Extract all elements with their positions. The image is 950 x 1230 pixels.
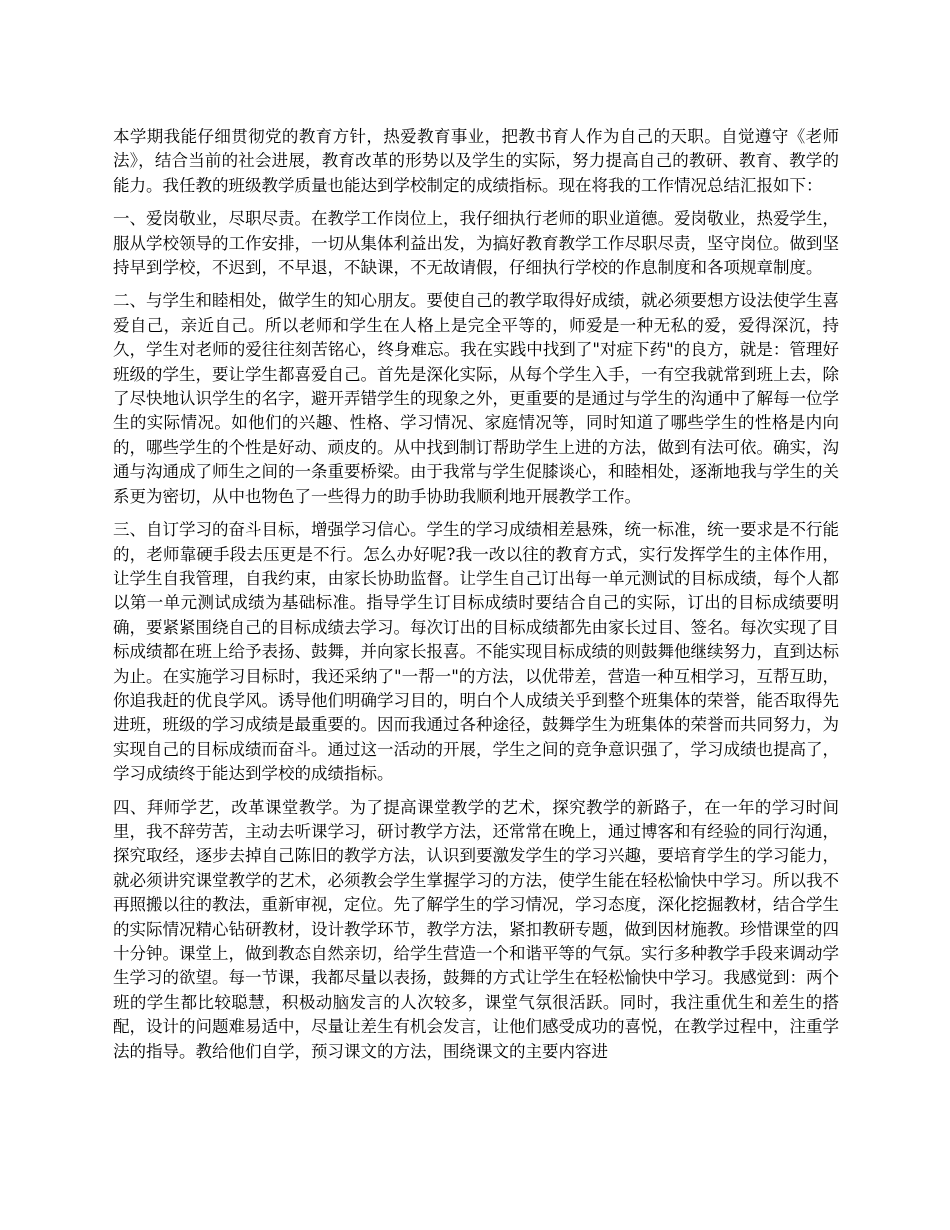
section-2-paragraph: 二、与学生和睦相处，做学生的知心朋友。要使自己的教学取得好成绩，就必须要想方设法使学生喜爱自己，亲近自己。所以老师和学生在人格上是完全平等的，师爱是一种无私的爱，爱得深沉，持久，学生对老师的爱往往刻苦铭心，终身难忘。我在实践中找到了"对症下药"的良方，就是：管理好班级的学生，要让学生都喜爱自己。首先是深化实际，从每个学生入手，一有空我就常到班上去，除了尽快地认识学生的名字，避开弄错学生的现象之外，更重要的是通过与学生的沟通中了解每一位学生的实际情况。如他们的兴趣、性格、学习情况、家庭情况等，同时知道了哪些学生的性格是内向的，哪些学生的个性是好动、顽皮的。从中找到制订帮助学生上进的方法，做到有法可依。确实，沟通与沟通成了师生之间的一条重要桥梁。由于我常与学生促膝谈心，和睦相处，逐渐地我与学生的关系更为密切，从中也物色了一些得力的助手协助我顺利地开展教学工作。 xyxy=(113,291,839,506)
section-4-paragraph: 四、拜师学艺，改革课堂教学。为了提高课堂教学的艺术，探究教学的新路子，在一年的学习时间里，我不辞劳苦，主动去听课学习，研讨教学方法，还常常在晚上，通过博客和有经验的同行沟通，探究取经，逐步去掉自己陈旧的教学方法，认识到要激发学生的学习兴趣，要培育学生的学习能力，就必须讲究课堂教学的艺术，必须教会学生掌握学习的方法，使学生能在轻松愉快中学习。所以我不再照搬以往的教法，重新审视，定位。先了解学生的学习情况，学习态度，深化挖掘教材，结合学生的实际情况精心钻研教材，设计教学环节，教学方法，紧扣教研专题，做到因材施教。珍惜课堂的四十分钟。课堂上，做到教态自然亲切，给学生营造一个和谐平等的气氛。实行多种教学手段来调动学生学习的欲望。每一节课，我都尽量以表扬，鼓舞的方式让学生在轻松愉快中学习。我感觉到：两个班的学生都比较聪慧，积极动脑发言的人次较多，课堂气氛很活跃。同时，我注重优生和差生的搭配，设计的问题难易适中，尽量让差生有机会发言，让他们感受成功的喜悦，在教学过程中，注重学法的指导。教给他们自学，预习课文的方法，围绕课文的主要内容进 xyxy=(113,797,839,1061)
section-1-paragraph: 一、爱岗敬业，尽职尽责。在教学工作岗位上，我仔细执行老师的职业道德。爱岗敬业，热爱学生，服从学校领导的工作安排，一切从集体利益出发，为搞好教育教学工作尽职尽责，坚守岗位。做到坚持早到学校，不迟到，不早退，不缺课，不无故请假，仔细执行学校的作息制度和各项规章制度。 xyxy=(113,209,839,278)
section-3-paragraph: 三、自订学习的奋斗目标，增强学习信心。学生的学习成绩相差悬殊，统一标准，统一要求是不行能的，老师靠硬手段去压更是不行。怎么办好呢?我一改以往的教育方式，实行发挥学生的主体作用，让学生自我管理，自我约束，由家长协助监督。让学生自己订出每一单元测试的目标成绩，每个人都以第一单元测试成绩为基础标准。指导学生订目标成绩时要结合自己的实际，订出的目标成绩要明确，要紧紧围绕自己的目标成绩去学习。每次订出的目标成绩都先由家长过目、签名。每次实现了目标成绩都在班上给予表扬、鼓舞，并向家长报喜。不能实现目标成绩的则鼓舞他继续努力，直到达标为止。在实施学习目标时，我还采纳了"一帮一"的方法，以优带差，营造一种互相学习，互帮互助，你追我赶的优良学风。诱导他们明确学习目的，明白个人成绩关乎到整个班集体的荣誉，能否取得先进班，班级的学习成绩是最重要的。因而我通过各种途径，鼓舞学生为班集体的荣誉而共同努力，为实现自己的目标成绩而奋斗。通过这一活动的开展，学生之间的竞争意识强了，学习成绩也提高了，学习成绩终于能达到学校的成绩指标。 xyxy=(113,520,839,784)
intro-paragraph: 本学期我能仔细贯彻党的教育方针，热爱教育事业，把教书育人作为自己的天职。自觉遵守《老师法》，结合当前的社会进展，教育改革的形势以及学生的实际，努力提高自己的教研、教育、教学的能力。我任教的班级教学质量也能达到学校制定的成绩指标。现在将我的工作情况总结汇报如下： xyxy=(113,127,839,195)
document-body xyxy=(113,125,839,1073)
